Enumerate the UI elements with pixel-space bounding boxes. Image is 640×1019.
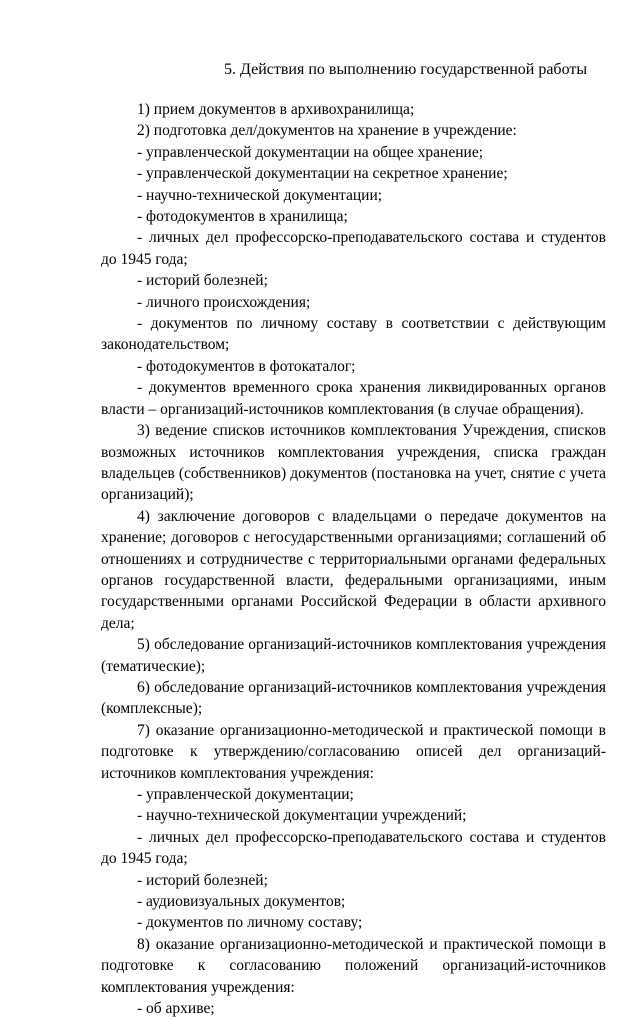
list-item-numbered: 4) заключение договоров с владельцами о передаче документов на хранение; договоров с негосударственными организациями; соглашений об отношениях и сотрудничестве с территориальными органами федеральных органов государственной власти, федеральными организациями, иным государственными органами Российской Федерации в области архивного дела; <box>101 507 606 632</box>
list-item-dash: - документов временного срока хранения ликвидированных органов власти – организаций-источников комплектования (в случае обращения). <box>101 379 606 418</box>
section-heading: 5. Действия по выполнению государственной работы <box>224 61 588 78</box>
list-item-dash: - управленческой документации на секретное хранение; <box>137 165 508 183</box>
list-item-dash: - научно-технической документации учреждений; <box>137 807 467 825</box>
list-item-dash: - аудиовизуальных документов; <box>137 893 346 911</box>
list-item-dash: - личных дел профессорско-преподавательского состава и студентов до 1945 года; <box>101 229 606 268</box>
list-item-dash: - фотодокументов в фотокаталог; <box>137 357 356 375</box>
list-item-dash: - историй болезней; <box>137 871 268 889</box>
document-body <box>101 99 606 1019</box>
list-item-numbered: 7) оказание организационно-методической и практической помощи в подготовке к утверждению/согласованию описей дел организаций-источников комплектования учреждения: <box>101 721 606 782</box>
list-item-dash: - документов по личному составу; <box>137 914 363 932</box>
list-item-dash: - личного происхождения; <box>137 293 311 311</box>
list-item-numbered: 6) обследование организаций-источников комплектования учреждения (комплексные); <box>101 678 606 718</box>
list-item-dash: - управленческой документации; <box>137 786 354 803</box>
list-item-dash: - документов по личному составу в соответствии с действующим законодательством; <box>101 315 606 354</box>
list-item-numbered: 2) подготовка дел/документов на хранение в учреждение: <box>137 122 517 140</box>
list-item-numbered: 3) ведение списков источников комплектования Учреждения, списков возможных источников комплектования учреждения, списка граждан владельцев (собственников) документов (постановка на учет, снятие с учета организаций); <box>101 422 606 504</box>
list-item-dash: - фотодокументов в хранилища; <box>137 208 348 226</box>
list-item-numbered: 8) оказание организационно-методической и практической помощи в подготовке к согласованию положений организаций-источников комплектования учреждения: <box>101 935 606 996</box>
list-item-numbered: 1) прием документов в архивохранилища; <box>137 101 415 118</box>
list-item-dash: - историй болезней; <box>137 272 268 290</box>
list-item-dash: - научно-технической документации; <box>137 186 383 204</box>
list-item-numbered: 5) обследование организаций-источников комплектования учреждения (тематические); <box>101 636 606 675</box>
list-item-dash: - об архиве; <box>137 1000 215 1018</box>
list-item-dash: - управленческой документации на общее хранение; <box>137 143 484 161</box>
list-item-dash: - личных дел профессорско-преподавательского состава и студентов до 1945 года; <box>101 828 606 868</box>
